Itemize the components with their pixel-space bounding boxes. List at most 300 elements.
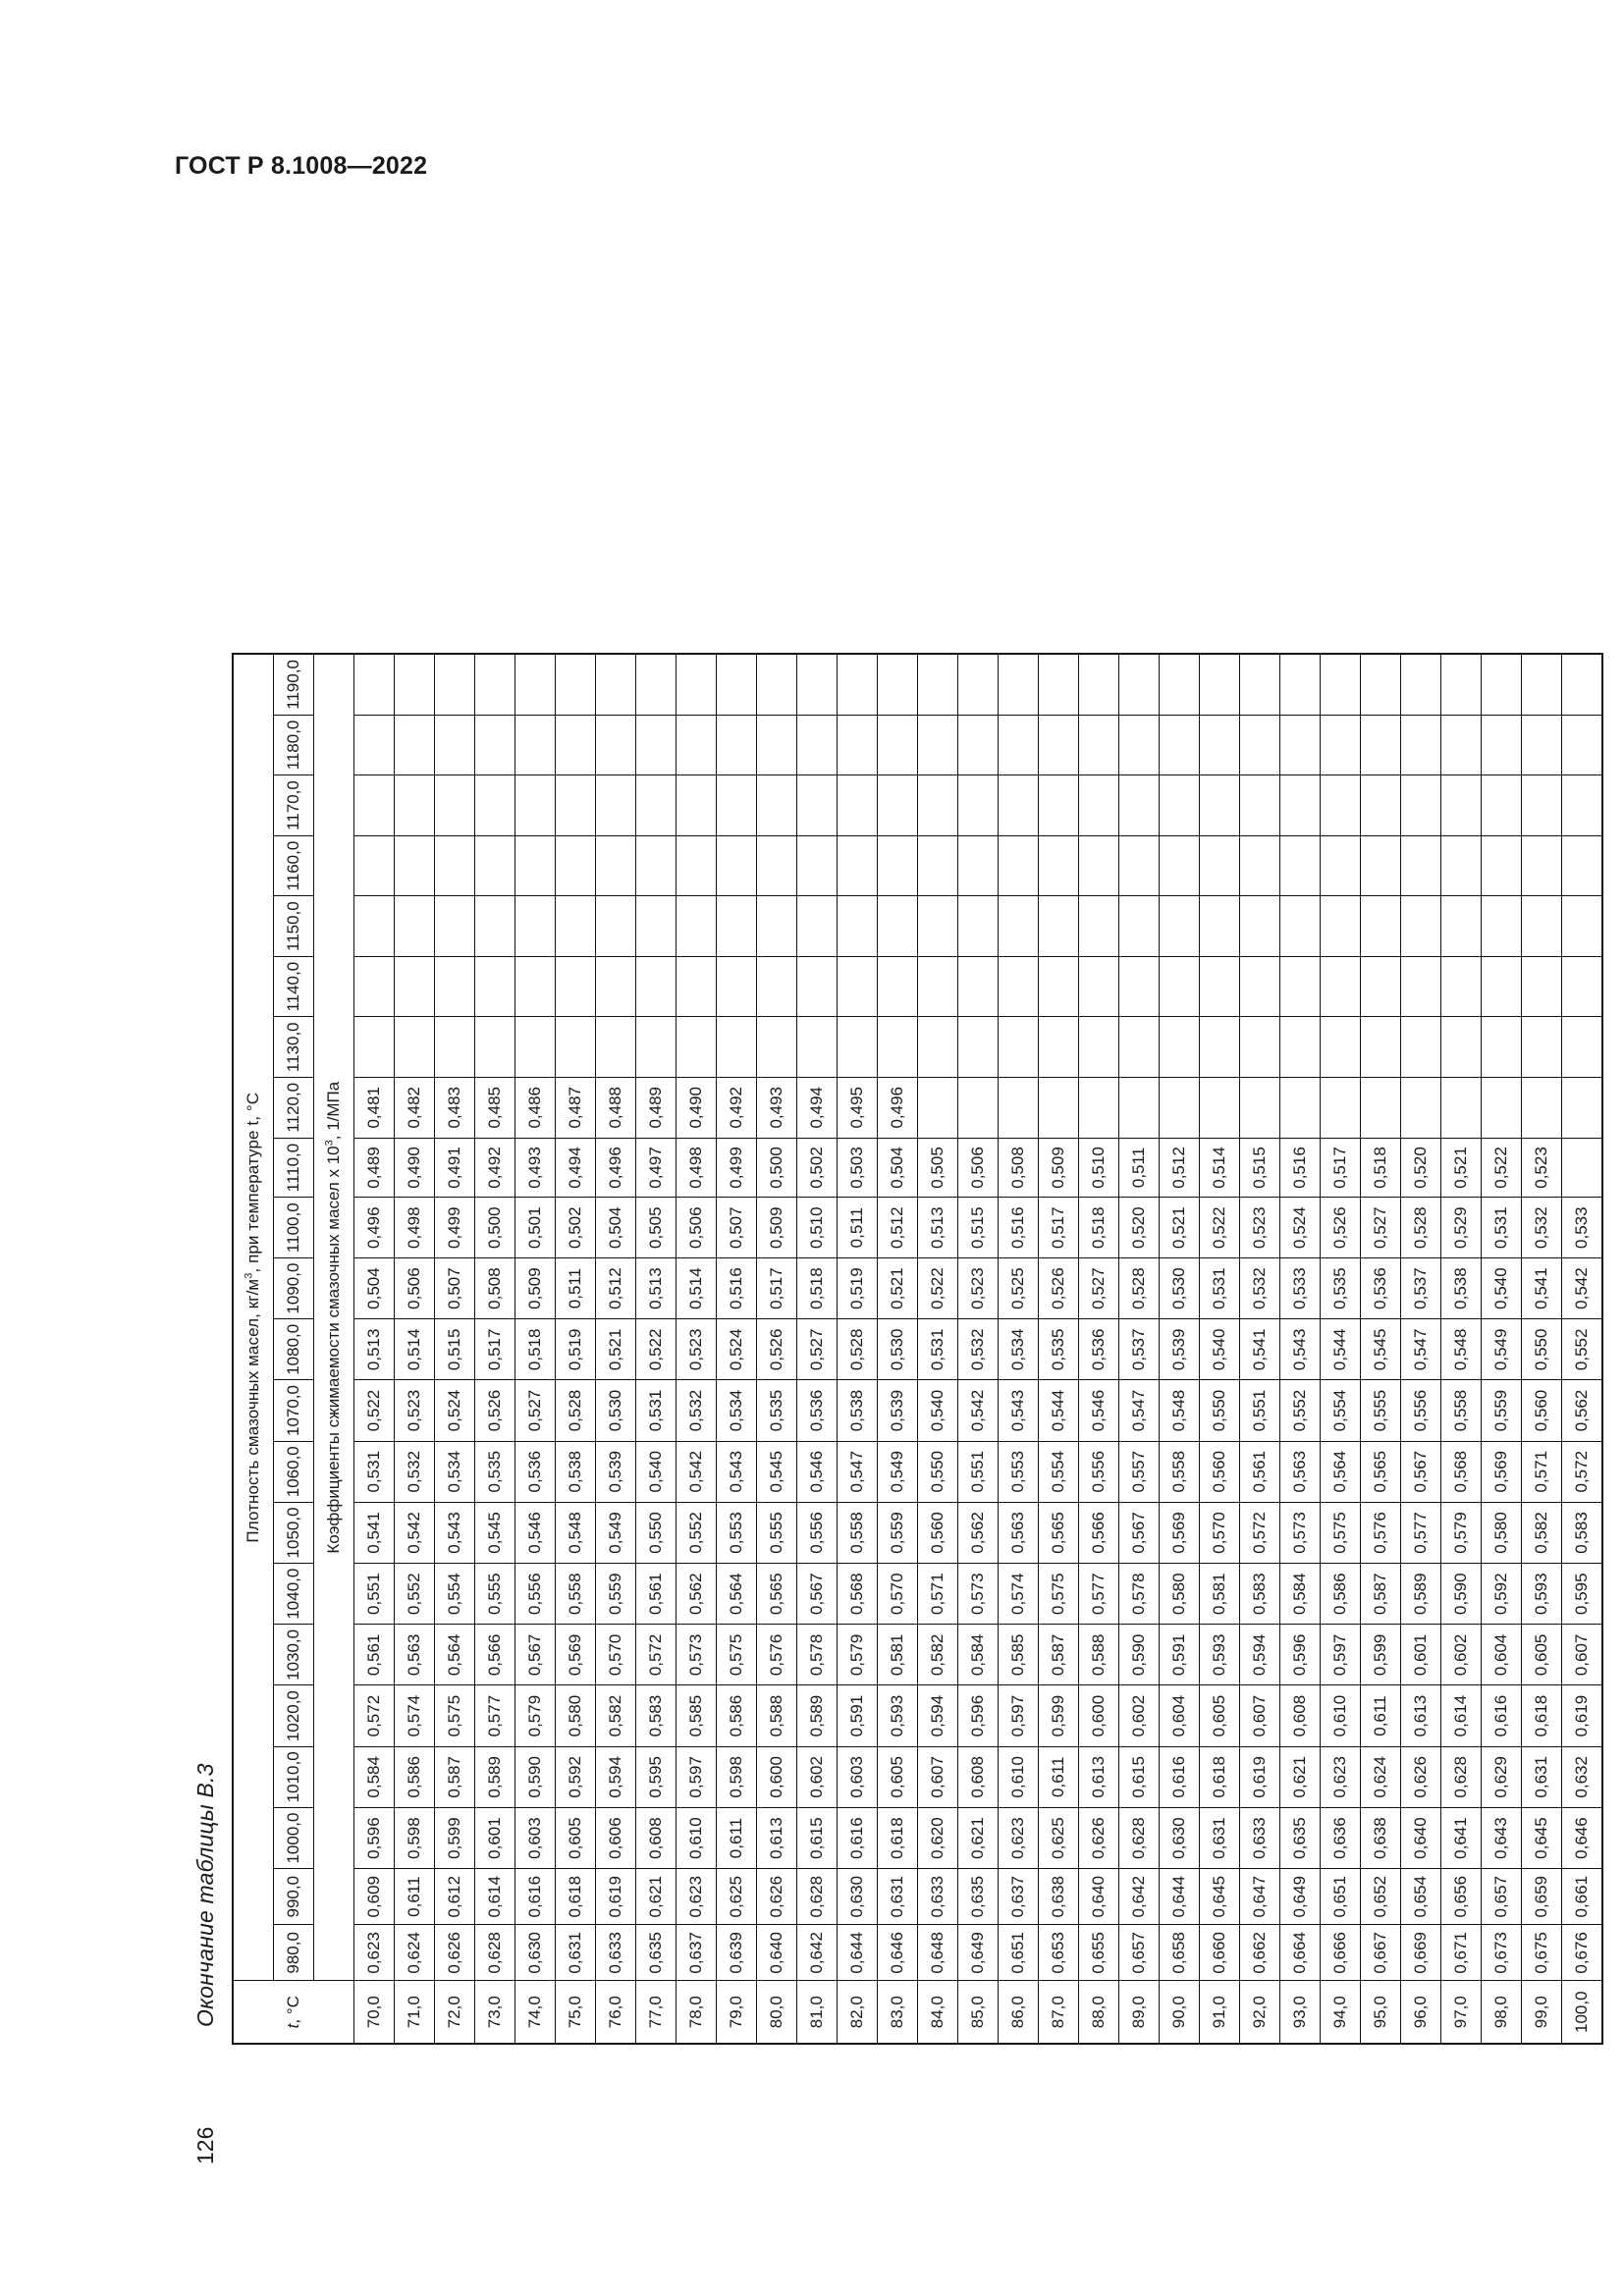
value-cell: 0,550 [1200,1380,1240,1441]
empty-cell [1119,654,1160,715]
table-row [717,654,757,2044]
temperature-cell: 89,0 [1119,1981,1160,2044]
value-cell: 0,642 [797,1925,838,1981]
empty-cell [677,896,717,957]
density-column-header: 1070,0 [274,1380,314,1441]
empty-cell [1321,1078,1361,1139]
compressibility-table [232,653,1603,2045]
value-cell: 0,618 [878,1807,918,1868]
value-cell: 0,500 [475,1198,515,1258]
value-cell: 0,552 [1280,1380,1321,1441]
empty-cell [596,775,636,836]
value-cell: 0,607 [1240,1685,1280,1746]
value-cell: 0,517 [475,1319,515,1380]
value-cell: 0,523 [958,1257,999,1318]
value-cell: 0,524 [435,1380,475,1441]
value-cell: 0,540 [636,1441,677,1502]
empty-cell [1361,896,1401,957]
value-cell: 0,540 [918,1380,958,1441]
empty-cell [1200,896,1240,957]
value-cell: 0,586 [717,1685,757,1746]
density-column-header: 1180,0 [274,715,314,775]
empty-cell [677,956,717,1017]
value-cell: 0,619 [596,1869,636,1925]
value-cell: 0,626 [757,1869,797,1925]
empty-cell [636,775,677,836]
value-cell: 0,496 [354,1198,395,1258]
empty-cell [1079,896,1119,957]
value-cell: 0,534 [435,1441,475,1502]
empty-cell [556,654,596,715]
value-cell: 0,574 [395,1685,435,1746]
value-cell: 0,605 [1522,1625,1562,1685]
value-cell: 0,575 [435,1685,475,1746]
empty-cell [1522,1017,1562,1078]
empty-cell [1160,1017,1200,1078]
value-cell: 0,565 [757,1564,797,1625]
empty-cell [797,1017,838,1078]
empty-cell [1562,1017,1603,1078]
empty-cell [918,1017,958,1078]
value-cell: 0,635 [958,1869,999,1925]
value-cell: 0,582 [1522,1502,1562,1563]
value-cell: 0,646 [878,1925,918,1981]
density-column-header: 1160,0 [274,835,314,896]
empty-cell [878,775,918,836]
value-cell: 0,582 [596,1685,636,1746]
value-cell: 0,653 [1039,1925,1079,1981]
empty-cell [1441,715,1482,775]
density-column-header: 1090,0 [274,1257,314,1318]
empty-cell [1039,1017,1079,1078]
value-cell: 0,533 [1280,1257,1321,1318]
empty-cell [556,956,596,1017]
empty-cell [717,835,757,896]
value-cell: 0,506 [677,1198,717,1258]
value-cell: 0,588 [1079,1625,1119,1685]
value-cell: 0,528 [1401,1198,1441,1258]
value-cell: 0,494 [797,1078,838,1139]
empty-cell [1280,654,1321,715]
value-cell: 0,514 [677,1257,717,1318]
value-cell: 0,481 [354,1078,395,1139]
value-cell: 0,533 [1562,1198,1603,1258]
temperature-cell: 79,0 [717,1981,757,2044]
value-cell: 0,600 [757,1746,797,1807]
value-cell: 0,544 [1039,1380,1079,1441]
value-cell: 0,570 [1200,1502,1240,1563]
density-column-header: 1130,0 [274,1017,314,1078]
value-cell: 0,635 [636,1925,677,1981]
value-cell: 0,626 [1401,1746,1441,1807]
value-cell: 0,640 [757,1925,797,1981]
empty-cell [677,835,717,896]
value-cell: 0,619 [1562,1685,1603,1746]
value-cell: 0,604 [1482,1625,1522,1685]
table-sub-header-row [314,654,354,2044]
value-cell: 0,604 [1160,1685,1200,1746]
value-cell: 0,496 [878,1078,918,1139]
table-row [1562,654,1603,2044]
empty-cell [1482,835,1522,896]
empty-cell [757,896,797,957]
empty-cell [1079,956,1119,1017]
empty-cell [1160,1078,1200,1139]
value-cell: 0,516 [717,1257,757,1318]
value-cell: 0,625 [1039,1807,1079,1868]
value-cell: 0,504 [354,1257,395,1318]
value-cell: 0,610 [677,1807,717,1868]
value-cell: 0,541 [354,1502,395,1563]
value-cell: 0,531 [918,1319,958,1380]
value-cell: 0,649 [958,1925,999,1981]
empty-cell [1441,835,1482,896]
value-cell: 0,504 [596,1198,636,1258]
value-cell: 0,599 [1361,1625,1401,1685]
table-caption: Окончание таблицы В.3 [192,1763,218,2027]
value-cell: 0,523 [1240,1198,1280,1258]
value-cell: 0,608 [636,1807,677,1868]
value-cell: 0,537 [1119,1319,1160,1380]
table-row [878,654,918,2044]
value-cell: 0,596 [354,1807,395,1868]
value-cell: 0,567 [1119,1502,1160,1563]
value-cell: 0,527 [1079,1257,1119,1318]
value-cell: 0,587 [1361,1564,1401,1625]
value-cell: 0,573 [958,1564,999,1625]
value-cell: 0,529 [1441,1198,1482,1258]
value-cell: 0,546 [797,1441,838,1502]
value-cell: 0,655 [1079,1925,1119,1981]
value-cell: 0,495 [838,1078,878,1139]
value-cell: 0,518 [797,1257,838,1318]
empty-cell [475,715,515,775]
empty-cell [515,654,556,715]
value-cell: 0,553 [717,1502,757,1563]
value-cell: 0,549 [596,1502,636,1563]
value-cell: 0,492 [475,1138,515,1198]
empty-cell [1240,1017,1280,1078]
value-cell: 0,576 [757,1625,797,1685]
empty-cell [1079,715,1119,775]
empty-cell [1562,775,1603,836]
value-cell: 0,497 [636,1138,677,1198]
value-cell: 0,597 [677,1746,717,1807]
empty-cell [556,835,596,896]
table-row [677,654,717,2044]
value-cell: 0,618 [556,1869,596,1925]
density-column-header: 980,0 [274,1925,314,1981]
empty-cell [475,1017,515,1078]
value-cell: 0,616 [515,1869,556,1925]
value-cell: 0,566 [475,1625,515,1685]
value-cell: 0,594 [918,1685,958,1746]
temperature-cell: 82,0 [838,1981,878,2044]
value-cell: 0,509 [515,1257,556,1318]
empty-cell [1522,896,1562,957]
empty-cell [1240,715,1280,775]
value-cell: 0,615 [1119,1746,1160,1807]
empty-cell [797,775,838,836]
empty-cell [677,654,717,715]
value-cell: 0,600 [1079,1685,1119,1746]
value-cell: 0,596 [958,1685,999,1746]
empty-cell [1280,775,1321,836]
value-cell: 0,542 [395,1502,435,1563]
empty-cell [435,654,475,715]
value-cell: 0,520 [1119,1198,1160,1258]
empty-cell [1522,1078,1562,1139]
value-cell: 0,539 [596,1441,636,1502]
empty-cell [1240,1078,1280,1139]
empty-cell [999,654,1039,715]
empty-cell [797,896,838,957]
value-cell: 0,482 [395,1078,435,1139]
value-cell: 0,556 [1401,1380,1441,1441]
value-cell: 0,562 [677,1564,717,1625]
value-cell: 0,661 [1562,1869,1603,1925]
value-cell: 0,517 [1039,1198,1079,1258]
value-cell: 0,571 [918,1564,958,1625]
value-cell: 0,546 [515,1502,556,1563]
empty-cell [1562,835,1603,896]
value-cell: 0,607 [1562,1625,1603,1685]
value-cell: 0,584 [1280,1564,1321,1625]
value-cell: 0,654 [1401,1869,1441,1925]
value-cell: 0,603 [515,1807,556,1868]
value-cell: 0,519 [838,1257,878,1318]
value-cell: 0,602 [797,1746,838,1807]
value-cell: 0,556 [515,1564,556,1625]
value-cell: 0,528 [838,1319,878,1380]
empty-cell [1401,1017,1441,1078]
empty-cell [435,835,475,896]
value-cell: 0,523 [395,1380,435,1441]
value-cell: 0,657 [1119,1925,1160,1981]
value-cell: 0,528 [556,1380,596,1441]
value-cell: 0,580 [556,1685,596,1746]
value-cell: 0,571 [1522,1441,1562,1502]
empty-cell [1401,654,1441,715]
value-cell: 0,489 [636,1078,677,1139]
value-cell: 0,538 [556,1441,596,1502]
empty-cell [1119,835,1160,896]
value-cell: 0,515 [1240,1138,1280,1198]
temperature-cell: 80,0 [757,1981,797,2044]
value-cell: 0,618 [1200,1746,1240,1807]
value-cell: 0,544 [1321,1319,1361,1380]
empty-cell [435,715,475,775]
empty-cell [596,715,636,775]
value-cell: 0,548 [1441,1319,1482,1380]
empty-cell [515,896,556,957]
value-cell: 0,614 [475,1869,515,1925]
value-cell: 0,565 [1361,1441,1401,1502]
empty-cell [636,896,677,957]
empty-cell [354,1017,395,1078]
table-row [1079,654,1119,2044]
value-cell: 0,499 [717,1138,757,1198]
value-cell: 0,526 [475,1380,515,1441]
value-cell: 0,628 [1119,1807,1160,1868]
value-cell: 0,551 [1240,1380,1280,1441]
empty-cell [999,956,1039,1017]
table-row [515,654,556,2044]
value-cell: 0,581 [878,1625,918,1685]
value-cell: 0,511 [1119,1138,1160,1198]
value-cell: 0,554 [435,1564,475,1625]
empty-cell [1321,896,1361,957]
empty-cell [1361,956,1401,1017]
empty-cell [1482,715,1522,775]
empty-cell [1200,715,1240,775]
value-cell: 0,492 [717,1078,757,1139]
value-cell: 0,608 [958,1746,999,1807]
value-cell: 0,574 [999,1564,1039,1625]
value-cell: 0,598 [717,1746,757,1807]
value-cell: 0,498 [677,1138,717,1198]
empty-cell [1482,654,1522,715]
empty-cell [1119,896,1160,957]
empty-cell [354,896,395,957]
temperature-cell: 100,0 [1562,1981,1603,2044]
value-cell: 0,513 [354,1319,395,1380]
value-cell: 0,614 [1441,1685,1482,1746]
value-cell: 0,567 [1401,1441,1441,1502]
value-cell: 0,532 [1240,1257,1280,1318]
value-cell: 0,589 [475,1746,515,1807]
value-cell: 0,619 [1240,1746,1280,1807]
empty-cell [958,956,999,1017]
value-cell: 0,531 [636,1380,677,1441]
temperature-cell: 75,0 [556,1981,596,2044]
value-cell: 0,573 [1280,1502,1321,1563]
value-cell: 0,593 [878,1685,918,1746]
value-cell: 0,543 [717,1441,757,1502]
value-cell: 0,590 [1441,1564,1482,1625]
empty-cell [1079,835,1119,896]
value-cell: 0,507 [717,1198,757,1258]
temperature-cell: 74,0 [515,1981,556,2044]
density-column-header: 1190,0 [274,654,314,715]
value-cell: 0,599 [435,1807,475,1868]
value-cell: 0,554 [1039,1441,1079,1502]
value-cell: 0,549 [1482,1319,1522,1380]
empty-cell [797,654,838,715]
empty-cell [958,835,999,896]
empty-cell [1079,1017,1119,1078]
value-cell: 0,567 [797,1564,838,1625]
value-cell: 0,516 [1280,1138,1321,1198]
value-cell: 0,530 [878,1319,918,1380]
value-cell: 0,620 [918,1807,958,1868]
value-cell: 0,577 [1079,1564,1119,1625]
empty-cell [1482,1078,1522,1139]
value-cell: 0,524 [1280,1198,1321,1258]
value-cell: 0,563 [395,1625,435,1685]
value-cell: 0,577 [475,1685,515,1746]
value-cell: 0,587 [435,1746,475,1807]
value-cell: 0,611 [1039,1746,1079,1807]
value-cell: 0,635 [1280,1807,1321,1868]
table-group-header-row [233,654,274,2044]
value-cell: 0,607 [918,1746,958,1807]
empty-cell [1160,896,1200,957]
empty-cell [757,956,797,1017]
empty-cell [1280,1078,1321,1139]
value-cell: 0,518 [1079,1198,1119,1258]
value-cell: 0,515 [435,1319,475,1380]
empty-cell [918,956,958,1017]
empty-cell [1200,1078,1240,1139]
empty-cell [1160,715,1200,775]
value-cell: 0,491 [435,1138,475,1198]
empty-cell [475,896,515,957]
value-cell: 0,624 [395,1925,435,1981]
empty-cell [838,654,878,715]
empty-cell [1401,715,1441,775]
corner-header-temperature: t, °C [233,1981,354,2044]
value-cell: 0,633 [1240,1807,1280,1868]
empty-cell [395,715,435,775]
empty-cell [1321,835,1361,896]
value-cell: 0,536 [1079,1319,1119,1380]
value-cell: 0,516 [999,1198,1039,1258]
value-cell: 0,611 [1361,1685,1401,1746]
empty-cell [1039,715,1079,775]
empty-cell [677,715,717,775]
value-cell: 0,490 [677,1078,717,1139]
density-column-header: 1170,0 [274,775,314,836]
value-cell: 0,621 [1280,1746,1321,1807]
value-cell: 0,610 [999,1746,1039,1807]
value-cell: 0,560 [1522,1380,1562,1441]
value-cell: 0,572 [354,1685,395,1746]
temperature-cell: 77,0 [636,1981,677,2044]
empty-cell [596,956,636,1017]
value-cell: 0,594 [596,1746,636,1807]
value-cell: 0,534 [717,1380,757,1441]
value-cell: 0,631 [1200,1807,1240,1868]
value-cell: 0,651 [1321,1869,1361,1925]
empty-cell [918,896,958,957]
table-row [1361,654,1401,2044]
value-cell: 0,531 [354,1441,395,1502]
empty-cell [757,835,797,896]
empty-cell [1280,1017,1321,1078]
value-cell: 0,616 [838,1807,878,1868]
value-cell: 0,531 [1482,1198,1522,1258]
empty-cell [1039,654,1079,715]
value-cell: 0,626 [435,1925,475,1981]
value-cell: 0,522 [354,1380,395,1441]
value-cell: 0,576 [1361,1502,1401,1563]
table-row [1119,654,1160,2044]
value-cell: 0,651 [999,1925,1039,1981]
table-row [999,654,1039,2044]
value-cell: 0,561 [354,1625,395,1685]
value-cell: 0,592 [1482,1564,1522,1625]
value-cell: 0,621 [636,1869,677,1925]
empty-cell [354,715,395,775]
value-cell: 0,512 [878,1198,918,1258]
value-cell: 0,534 [999,1319,1039,1380]
empty-cell [1321,956,1361,1017]
empty-cell [1039,956,1079,1017]
value-cell: 0,507 [435,1257,475,1318]
empty-cell [918,775,958,836]
value-cell: 0,553 [999,1441,1039,1502]
